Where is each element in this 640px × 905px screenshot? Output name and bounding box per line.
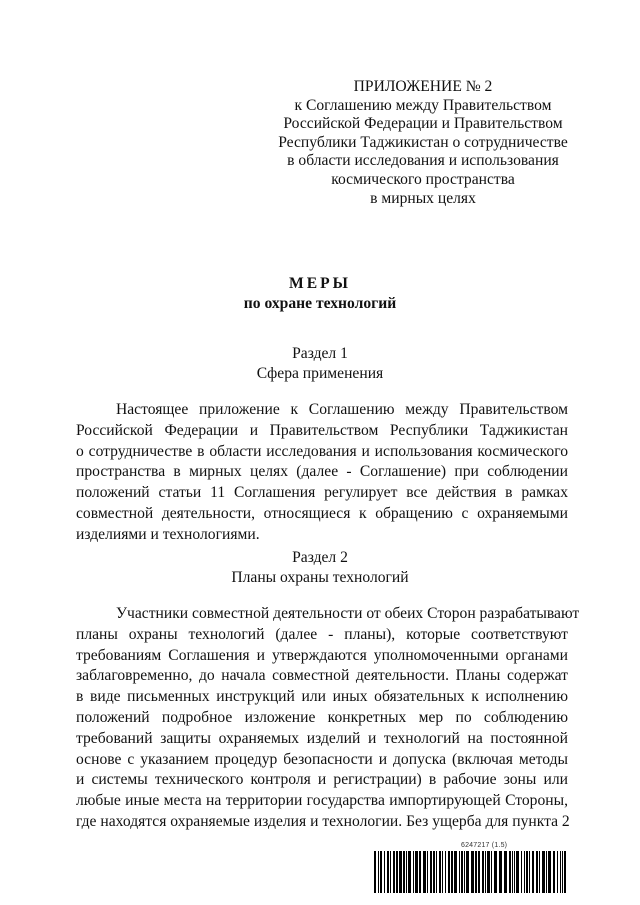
appendix-line: ПРИЛОЖЕНИЕ № 2 xyxy=(353,78,493,95)
paragraph-line: Настоящее приложение к Соглашению между Правительством xyxy=(116,401,568,418)
section-number: Раздел 1 xyxy=(292,345,348,362)
appendix-line: в мирных целях xyxy=(370,189,476,207)
document-code: 6247217 (1.5) xyxy=(461,842,508,849)
title-subtitle: по охране технологий xyxy=(243,295,397,312)
section-heading: Планы охраны технологий xyxy=(231,569,409,586)
paragraph-line: требованиям Соглашения и утверждаются уполномоченными органами xyxy=(76,646,568,664)
appendix-line: Российской Федерации и Правительством xyxy=(283,115,563,133)
paragraph-line: совместной деятельности, относящиеся к обращению с охраняемыми xyxy=(76,504,568,522)
paragraph-line: требований защиты охраняемых изделий и технологий на постоянной xyxy=(76,729,568,747)
paragraph-line: основе с указанием процедур безопасности и допуска (включая методы xyxy=(76,750,568,768)
section-2-paragraph xyxy=(76,604,580,833)
paragraph-line: заблаговременно, до начала совместной деятельности. Планы содержат xyxy=(76,667,568,685)
document-title xyxy=(0,274,640,314)
paragraph-line: о сотрудничестве в области исследования и использования космического xyxy=(76,442,568,460)
paragraph-line: Участники совместной деятельности от обеих Сторон разрабатывают xyxy=(116,605,580,622)
paragraph-line: Российской Федерации и Правительством Республики Таджикистан xyxy=(76,421,568,439)
appendix-line: в области исследования и использования xyxy=(287,152,559,170)
paragraph-line: положений статьи 11 Соглашения регулирует все действия в рамках xyxy=(76,484,568,502)
paragraph-line: положений подробное изложение конкретных мер по соблюдению xyxy=(76,708,568,726)
paragraph-line: планы охраны технологий (далее - планы), которые соответствуют xyxy=(76,625,568,643)
section-2-header xyxy=(0,548,640,588)
paragraph-line: где находятся охраняемые изделия и технологии. Без ущерба для пункта 2 xyxy=(76,812,570,830)
appendix-line: космического пространства xyxy=(331,170,515,188)
paragraph-line: любые иные места на территории государства импортирующей Стороны, xyxy=(76,792,568,810)
appendix-header xyxy=(270,78,576,208)
title-main: МЕРЫ xyxy=(289,275,351,292)
section-1-header xyxy=(0,344,640,384)
appendix-line: Республики Таджикистан о сотрудничестве xyxy=(278,133,568,151)
section-heading: Сфера применения xyxy=(256,365,384,382)
appendix-line: к Соглашению между Правительством xyxy=(294,96,552,114)
paragraph-line: пространства в мирных целях (далее - Соглашение) при соблюдении xyxy=(76,463,568,481)
section-1-paragraph xyxy=(76,400,568,546)
paragraph-line: в виде письменных инструкций или иных обязательных к исполнению xyxy=(76,688,568,706)
paragraph-line: и системы технического контроля и регистрации) в рабочие зоны или xyxy=(76,771,568,789)
paragraph-line: изделиями и технологиями. xyxy=(76,525,260,543)
section-number: Раздел 2 xyxy=(292,549,348,566)
barcode-icon xyxy=(374,851,570,893)
